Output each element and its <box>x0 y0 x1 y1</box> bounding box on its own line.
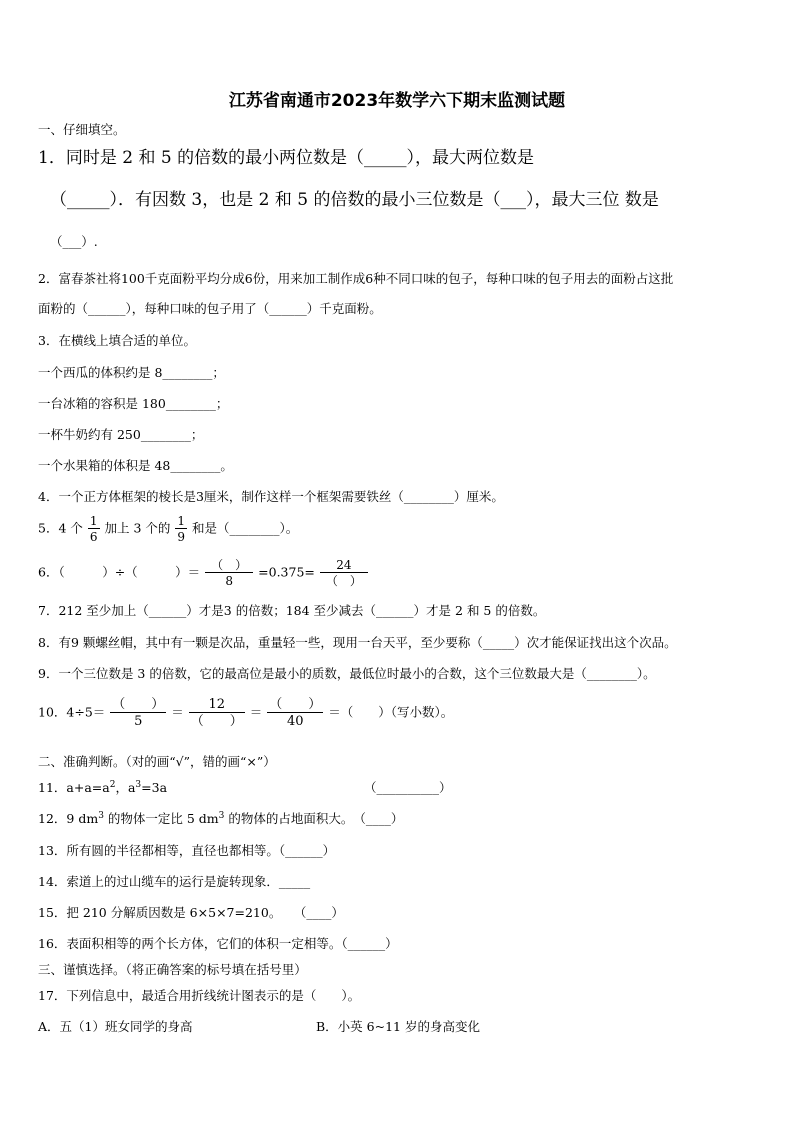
fraction-blank-over-8 <box>205 559 253 587</box>
question-6-prefix: 6．（ ）÷（ ）＝ <box>38 564 201 580</box>
question-11-answer-blank: （__________） <box>364 780 452 795</box>
question-10-prefix: 10．4÷5＝ <box>38 704 106 720</box>
superscript: 3 <box>218 810 225 821</box>
section-1-heading: 一、仔细填空。 <box>38 122 126 137</box>
fraction-24-over-blank <box>320 559 368 587</box>
question-11-text: =3a <box>141 780 168 795</box>
question-7: 7．212 至少加上（______）才是3 的倍数；184 至少减去（______）才是 2 和 5 的倍数。 <box>38 603 546 618</box>
question-9: 9．一个三位数是 3 的倍数，它的最高位是最小的质数，最低位时最小的合数，这个三位数最大是（________）。 <box>38 666 656 681</box>
fraction-denominator: （ ） <box>325 574 362 588</box>
question-13: 13．所有圆的半径都相等，直径也都相等。（______） <box>38 843 336 858</box>
fraction-denominator: 9 <box>177 530 186 544</box>
question-4: 4．一个正方体框架的棱长是3厘米，制作这样一个框架需要铁丝（________）厘米。 <box>38 489 504 504</box>
question-1-line-2: （_____）．有因数 3，也是 2 和 5 的倍数的最小三位数是（___），最大三位 数是 <box>50 190 659 210</box>
fraction-numerator: （ ） <box>205 559 253 573</box>
question-5 <box>38 515 298 543</box>
question-2-line-2: 面粉的（______），每种口味的包子用了（______）千克面粉。 <box>38 301 382 316</box>
question-3-heading: 3．在横线上填合适的单位。 <box>38 333 196 348</box>
superscript: 3 <box>98 810 104 821</box>
question-12-text: 的物体一定比 5 dm <box>103 811 219 826</box>
fraction-one-sixth <box>88 515 100 543</box>
question-5-prefix: 5．4 个 <box>38 520 83 536</box>
equals-sign: ＝ <box>249 704 263 720</box>
fraction-numerator: （ ） <box>269 697 322 712</box>
question-17: 17．下列信息中，最适合用折线统计图表示的是（ ）。 <box>38 988 361 1003</box>
fraction-denominator: 8 <box>225 574 233 588</box>
question-1-line-3: （___）. <box>50 234 98 249</box>
question-17-option-a: A．五（1）班女同学的身高 <box>38 1019 193 1034</box>
question-16: 16．表面积相等的两个长方体，它们的体积一定相等。（______） <box>38 936 398 951</box>
question-10-suffix: ＝（ ）（写小数）。 <box>328 704 454 720</box>
question-3-item-b: 一台冰箱的容积是 180________； <box>38 396 229 411</box>
fraction-denominator: 5 <box>134 714 143 729</box>
question-2-line-1: 2．富春茶社将100千克面粉平均分成6份，用来加工制作成6种不同口味的包子，每种口味的包子用去的面粉占这批 <box>38 271 674 286</box>
question-11-text: 11．a+a=a <box>38 780 110 795</box>
question-11-text: ，a <box>115 780 136 795</box>
question-6 <box>38 559 369 587</box>
question-3-item-c: 一杯牛奶约有 250________； <box>38 427 204 442</box>
question-12-text: 12．9 dm <box>38 811 99 826</box>
fraction-numerator: 1 <box>177 514 186 528</box>
fraction-numerator: （ ） <box>112 697 165 712</box>
question-12-text: 的物体的占地面积大。 （____） <box>224 811 404 826</box>
equals-sign: ＝ <box>171 704 184 720</box>
fraction-denominator: （ ） <box>190 714 243 729</box>
question-3-item-d: 一个水果箱的体积是 48________。 <box>38 458 233 473</box>
page-title: 江苏省南通市2023年数学六下期末监测试题 <box>228 91 566 111</box>
section-2-heading: 二、准确判断。（对的画“√”，错的画“×”） <box>38 754 276 769</box>
fraction-one-ninth <box>175 515 187 543</box>
fraction-numerator: 12 <box>189 698 245 713</box>
question-15: 15．把 210 分解质因数是 6×5×7=210。 （____） <box>38 905 344 920</box>
question-11 <box>38 780 167 796</box>
fraction-numerator: 1 <box>89 514 98 528</box>
question-14: 14．索道上的过山缆车的运行是旋转现象．_____ <box>38 874 311 889</box>
question-17-option-b: B．小英 6~11 岁的身高变化 <box>316 1019 480 1034</box>
question-5-middle: 加上 3 个的 <box>104 520 171 536</box>
question-6-middle: =0.375= <box>258 564 315 580</box>
question-12 <box>38 811 403 827</box>
question-8: 8．有9 颗螺丝帽，其中有一颗是次品，重量轻一些，现用一台天平，至少要称（_____）次才能保证找出这个次品。 <box>38 635 677 650</box>
superscript: 2 <box>109 779 116 790</box>
fraction-denominator: 6 <box>89 530 98 544</box>
question-1-line-1: 1．同时是 2 和 5 的倍数的最小两位数是（_____），最大两位数是 <box>38 148 535 168</box>
question-3-item-a: 一个西瓜的体积约是 8________； <box>38 365 225 380</box>
question-10 <box>38 698 453 728</box>
fraction-denominator: 40 <box>287 714 304 729</box>
fraction-blank-over-40 <box>267 698 323 728</box>
fraction-numerator: 24 <box>320 559 368 573</box>
question-5-suffix: 和是（________）。 <box>192 520 299 536</box>
fraction-blank-over-5 <box>110 698 166 728</box>
superscript: 3 <box>135 779 142 790</box>
section-3-heading: 三、谨慎选择。（将正确答案的标号填在括号里） <box>38 962 307 977</box>
fraction-12-over-blank <box>189 698 245 728</box>
